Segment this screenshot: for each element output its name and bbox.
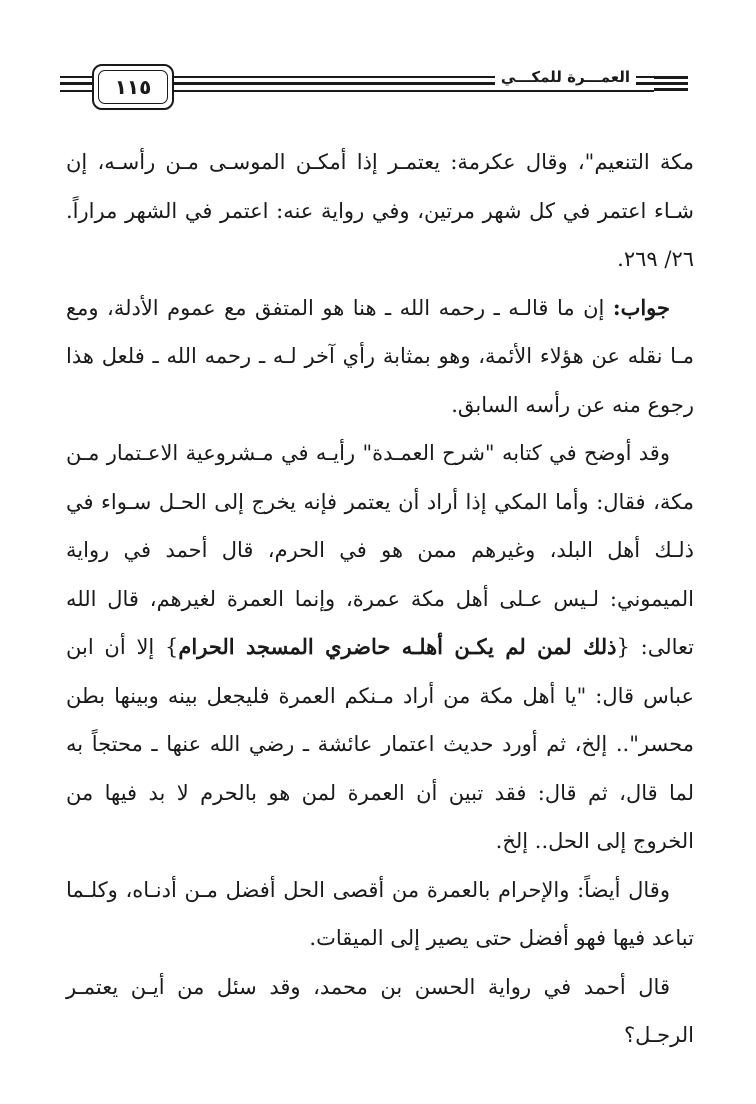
answer-label: جواب: <box>612 294 670 320</box>
paragraph-4: وقال أيضاً: والإحرام بالعمرة من أقصى الحل أفضل مـن أدنـاه، وكلـما تباعد فيها فهو أفضل حتى يصير إلى الميقات. <box>66 877 694 950</box>
page-number: ١١٥ <box>98 70 168 104</box>
paragraph-1: مكة التنعيم"، وقال عكرمة: يعتمـر إذا أمكـن الموسـى مـن رأسـه، إن شـاء اعتمر في كل شهر مرتين، وفي رواية عنه: اعتمر في الشهر مراراً. ٢٦/ ٢٦٩. <box>66 150 694 271</box>
paragraph-2-text: إن ما قالـه ـ رحمه الله ـ هنا هو المتفق مع عموم الأدلة، ومع مـا نقله عن هؤلاء الأئمة، وهو بمثابة رأي آخر لـه ـ رحمه الله ـ فلعل هذا رجوع منه عن رأسه السابق. <box>66 295 694 417</box>
page-header <box>60 62 688 110</box>
quran-quote: ذلك لمن لم يكـن أهلـه حاضري المسجد الحرام <box>178 634 617 659</box>
paragraph-2 <box>66 284 694 430</box>
paragraph-3-start: وقد أوضح في كتابه "شرح العمـدة" رأيـه في مـشروعية الاعـتمار مـن مكة، فقال: وأما المكي إذا أراد أن يعتمر فإنه يخرج إلى الحـل سـواء في ذلـك أهل البلد، وغيرهم ممن هو في الحرم، قال أحمد في رواية الميموني: لـيس عـلى أهل مكة عمرة، وإنما العمرة لغيرهم، قال الله تعالى: { <box>66 441 695 659</box>
paragraph-5: قال أحمد في رواية الحسن بن محمد، وقد سئل من أيـن يعتمـر الرجـل؟ <box>66 974 694 1047</box>
page-body <box>66 138 694 1060</box>
page-number-frame <box>92 64 174 110</box>
header-ornament <box>654 76 688 94</box>
paragraph-3-end: } إلا أن ابن عباس قال: "يا أهل مكة من أراد مـنكم العمرة فليجعل بينه وبينها بطن محسر".. إلخ، ثم أورد حديث اعتمار عائشة ـ رضي الله عنها ـ محتجاً به لما قال، ثم قال: فقد تبين أن العمرة لمن هو بالحرم لا بد فيها من الخروج إلى الحل.. إلخ. <box>66 635 694 853</box>
running-title: العمـــرة للمكـــي <box>495 68 636 86</box>
paragraph-3 <box>66 429 694 866</box>
